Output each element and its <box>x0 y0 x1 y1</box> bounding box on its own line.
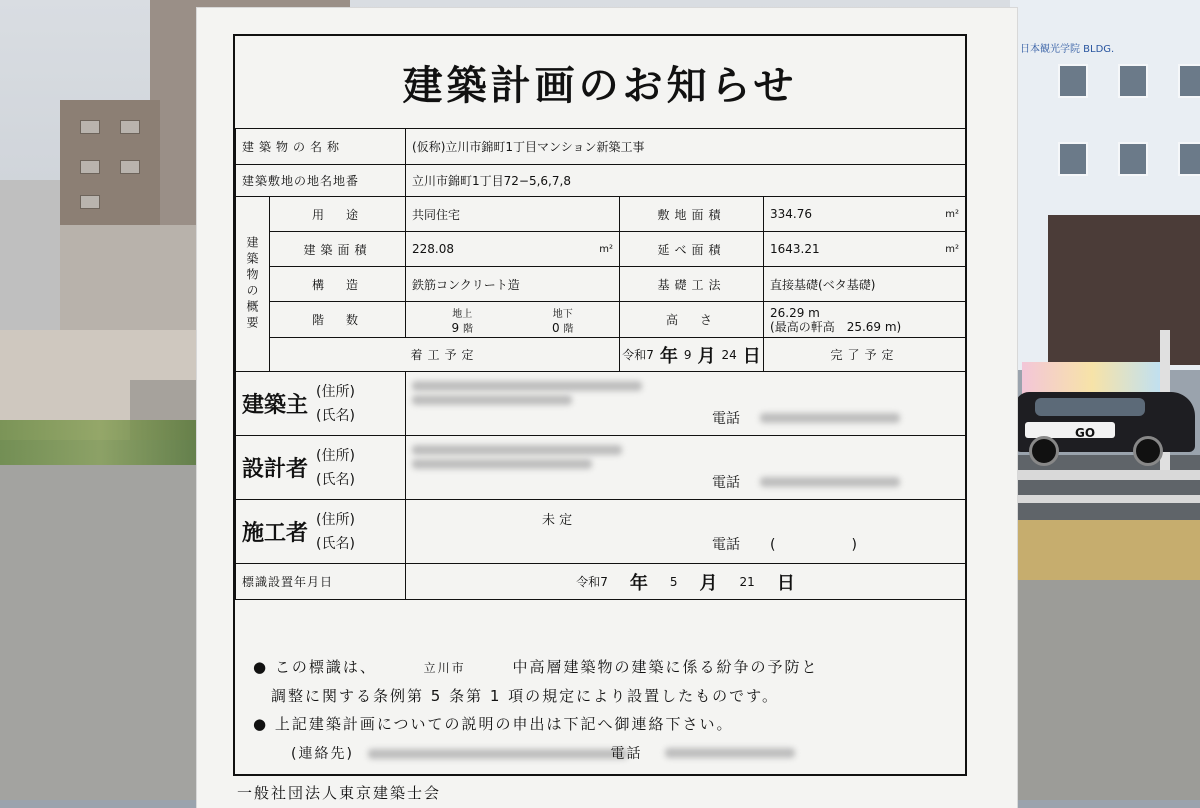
window <box>80 120 100 134</box>
site-area-unit: m² <box>945 208 960 220</box>
floor-area-unit: m² <box>945 243 960 255</box>
site-area-cell <box>764 197 966 232</box>
install-era: 令和7 <box>576 575 608 589</box>
eave-height-value: (最高の軒高 25.69 m) <box>770 319 902 334</box>
window <box>120 120 140 134</box>
gravel-ground <box>0 465 220 800</box>
note-1-rest: 中高層建築物の建築に係る紛争の予防と <box>512 658 819 676</box>
owner-label-cell <box>236 372 406 436</box>
window <box>80 160 100 174</box>
building-name-label: 建築物の名称 <box>236 129 406 165</box>
below-ground-value: 0 <box>552 320 560 335</box>
phone-label: 電話 <box>712 474 741 491</box>
redacted-phone <box>760 413 900 423</box>
note-2: ● 上記建築計画についての説明の申出は下記へ御連絡下さい。 <box>253 715 734 733</box>
address-sublabel: (住所) <box>316 447 355 464</box>
designer-label: 設計者 <box>242 457 309 482</box>
redacted-contact <box>368 749 628 759</box>
crosswalk-stripe <box>1015 470 1200 480</box>
notice-frame <box>233 34 967 776</box>
builder-name: 未 定 <box>542 513 573 528</box>
floors-label: 階 数 <box>270 302 406 338</box>
use-value: 共同住宅 <box>406 197 620 232</box>
taxi-logo-text: GO <box>1075 426 1096 440</box>
owner-info-cell <box>406 372 966 436</box>
building-name-value: (仮称)立川市錦町1丁目マンション新築工事 <box>406 129 966 165</box>
note-1-line-1 <box>253 653 947 682</box>
builder-label: 施工者 <box>242 521 309 546</box>
gravel-ground <box>1015 580 1200 800</box>
notice-table <box>235 128 966 600</box>
window <box>1178 64 1200 98</box>
site-address-value: 立川市錦町1丁目72−5,6,7,8 <box>406 165 966 197</box>
height-value: 26.29 m <box>770 305 820 320</box>
overview-label: 建築物の概要 <box>236 197 270 372</box>
building-sign-text: 日本観光学院 BLDG. <box>1020 44 1115 55</box>
floor-area-label: 延べ面積 <box>620 232 764 267</box>
note-1-line-2: 調整に関する条例第 5 条第 1 項の規定により設置したものです。 <box>271 687 779 705</box>
contact-label: (連絡先) <box>291 746 354 762</box>
phone-label: 電話 <box>712 410 741 427</box>
below-ground-label: 地下 <box>552 308 573 320</box>
background-dark-building <box>1048 215 1200 365</box>
name-sublabel: (氏名) <box>316 471 355 488</box>
address-sublabel: (住所) <box>316 511 355 528</box>
row-owner <box>236 372 966 436</box>
foundation-label: 基礎工法 <box>620 267 764 302</box>
day-char: 日 <box>742 345 761 367</box>
window <box>1118 64 1148 98</box>
taxi-car <box>1015 392 1195 452</box>
height-cell <box>764 302 966 338</box>
redacted-text <box>412 445 622 455</box>
phone-label: 電話 <box>610 746 643 762</box>
window <box>1058 64 1088 98</box>
structure-value: 鉄筋コンクリート造 <box>406 267 620 302</box>
start-label: 着工予定 <box>270 338 620 372</box>
install-date-cell <box>406 564 966 600</box>
notice-notes <box>235 639 965 776</box>
builder-info-cell <box>406 500 966 564</box>
window <box>1178 142 1200 176</box>
window <box>1058 142 1088 176</box>
redacted-text <box>412 459 592 469</box>
row-building-name <box>236 129 966 165</box>
above-ground-value: 9 <box>451 320 460 335</box>
redacted-phone <box>760 477 900 487</box>
tactile-paving <box>1015 520 1200 580</box>
start-day: 24 <box>721 347 737 362</box>
phone-label: 電話 <box>712 537 741 553</box>
install-month: 5 <box>669 574 678 589</box>
site-area-label: 敷地面積 <box>620 197 764 232</box>
window <box>120 160 140 174</box>
building-area-label: 建築面積 <box>270 232 406 267</box>
building-area-unit: m² <box>599 243 614 255</box>
builder-label-cell <box>236 500 406 564</box>
row-use <box>236 197 966 232</box>
name-sublabel: (氏名) <box>316 407 355 424</box>
start-date-cell <box>620 338 764 372</box>
row-building-area <box>236 232 966 267</box>
issuer-name: 一般社団法人東京建築士会 <box>237 784 442 802</box>
floor-area-value: 1643.21 <box>770 242 820 256</box>
site-address-label: 建築敷地の地名地番 <box>236 165 406 197</box>
month-char: 月 <box>699 572 718 594</box>
floor-unit: 階 <box>563 323 574 335</box>
wheel <box>1133 436 1163 466</box>
start-era: 令和7 <box>622 348 654 362</box>
year-char: 年 <box>629 572 648 594</box>
background-apartment-building <box>60 100 160 230</box>
floor-area-cell <box>764 232 966 267</box>
structure-label: 構 造 <box>270 267 406 302</box>
completion-label: 完了予定 <box>764 338 966 372</box>
note-1-city: 立川市 <box>423 661 466 675</box>
use-label: 用 途 <box>270 197 406 232</box>
height-label: 高 さ <box>620 302 764 338</box>
foundation-value: 直接基礎(ベタ基礎) <box>764 267 966 302</box>
redacted-phone <box>665 748 795 758</box>
floor-unit: 階 <box>463 323 473 335</box>
redacted-text <box>412 395 572 405</box>
owner-label: 建築主 <box>242 393 309 418</box>
row-floors <box>236 302 966 338</box>
name-sublabel: (氏名) <box>316 535 355 552</box>
taxi-stripe <box>1025 422 1115 438</box>
row-install-date <box>236 564 966 600</box>
day-char: 日 <box>776 572 795 594</box>
row-structure <box>236 267 966 302</box>
taxi-window <box>1035 398 1145 416</box>
contact-row <box>291 740 628 768</box>
background-wall <box>0 180 60 340</box>
year-char: 年 <box>659 345 678 367</box>
designer-info-cell <box>406 436 966 500</box>
notice-board <box>197 8 1017 808</box>
site-area-value: 334.76 <box>770 207 813 221</box>
note-1-prefix: ● この標識は、 <box>253 658 377 676</box>
redacted-text <box>412 381 642 391</box>
row-schedule <box>236 338 966 372</box>
floors-cell <box>406 302 620 338</box>
notice-title: 建築計画のお知らせ <box>402 62 798 109</box>
building-area-cell <box>406 232 620 267</box>
window <box>80 195 100 209</box>
window <box>1118 142 1148 176</box>
builder-phone: ( ) <box>770 537 861 553</box>
designer-label-cell <box>236 436 406 500</box>
address-sublabel: (住所) <box>316 383 355 400</box>
wheel <box>1029 436 1059 466</box>
start-month: 9 <box>683 347 692 362</box>
row-builder <box>236 500 966 564</box>
contact-phone-row <box>611 740 795 768</box>
row-designer <box>236 436 966 500</box>
install-day: 21 <box>739 574 755 589</box>
building-area-value: 228.08 <box>412 242 455 256</box>
row-site-address <box>236 165 966 197</box>
month-char: 月 <box>697 345 716 367</box>
above-ground-label: 地上 <box>452 308 473 320</box>
crosswalk-stripe <box>1015 495 1200 503</box>
install-date-label: 標識設置年月日 <box>236 564 406 600</box>
